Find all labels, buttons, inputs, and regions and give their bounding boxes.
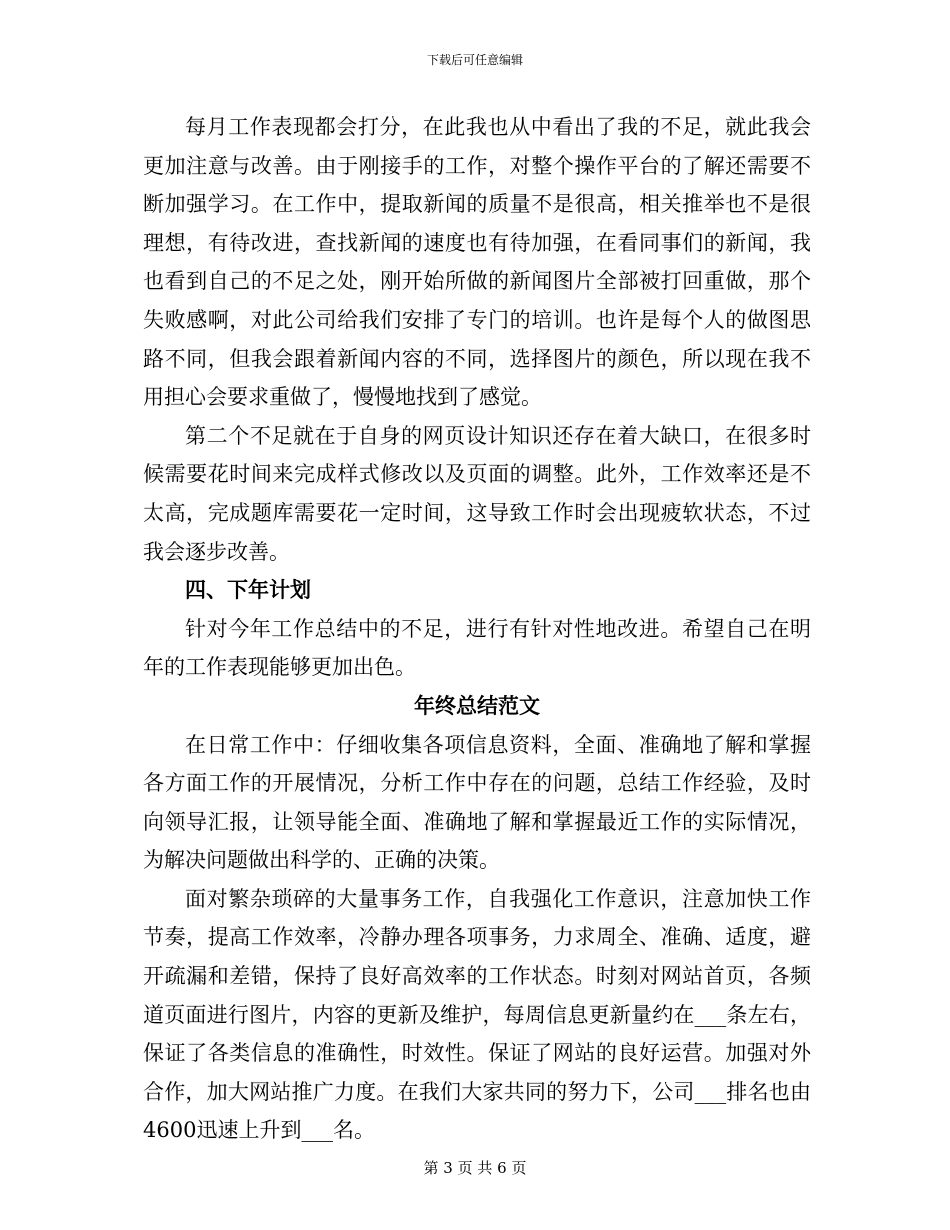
page-number: 第 3 页 共 6 页	[423, 1159, 527, 1177]
section-heading-next-year-plan: 四、下年计划	[185, 577, 311, 603]
paragraph-affairs-work: 面对繁杂琐碎的大量事务工作，自我强化工作意识，注意加快工作节奏，提高工作效率，冷静办理各项事务，力求周全、准确、适度，避开疏漏和差错，保持了良好高效率的工作状态。时刻对网站首页，各频道页面进行图片，内容的更新及维护，每周信息更新量约在___条左右，保证了各类信息的准确性，时效性。保证了网站的良好运营。加强对外合作，加大网站推广力度。在我们大家共同的努力下，公司___排名也由4600迅速上升到___名。	[143, 886, 811, 1143]
document-body	[143, 108, 811, 1150]
paragraph-plan: 针对今年工作总结中的不足，进行有针对性地改进。希望自己在明年的工作表现能够更加出色。	[143, 616, 811, 680]
page-header-note: 下载后可任意编辑	[426, 53, 523, 67]
paragraph-shortcomings: 每月工作表现都会打分，在此我也从中看出了我的不足，就此我会更加注意与改善。由于刚接手的工作，对整个操作平台的了解还需要不断加强学习。在工作中，提取新闻的质量不是很高，相关推举也不是很理想，有待改进，查找新闻的速度也有待加强，在看同事们的新闻，我也看到自己的不足之处，刚开始所做的新闻图片全部被打回重做，那个失败感啊，对此公司给我们安排了专门的培训。也许是每个人的做图思路不同，但我会跟着新闻内容的不同，选择图片的颜色，所以现在我不用担心会要求重做了，慢慢地找到了感觉。	[143, 115, 811, 410]
section-title-year-end-summary: 年终总结范文	[414, 692, 540, 718]
paragraph-daily-work: 在日常工作中：仔细收集各项信息资料，全面、准确地了解和掌握各方面工作的开展情况，分析工作中存在的问题，总结工作经验，及时向领导汇报，让领导能全面、准确地了解和掌握最近工作的实际情况，为解决问题做出科学的、正确的决策。	[143, 732, 811, 873]
paragraph-second-shortcoming: 第二个不足就在于自身的网页设计知识还存在着大缺口，在很多时候需要花时间来完成样式修改以及页面的调整。此外，工作效率还是不太高，完成题库需要花一定时间，这导致工作时会出现疲软状态，不过我会逐步改善。	[143, 423, 811, 564]
